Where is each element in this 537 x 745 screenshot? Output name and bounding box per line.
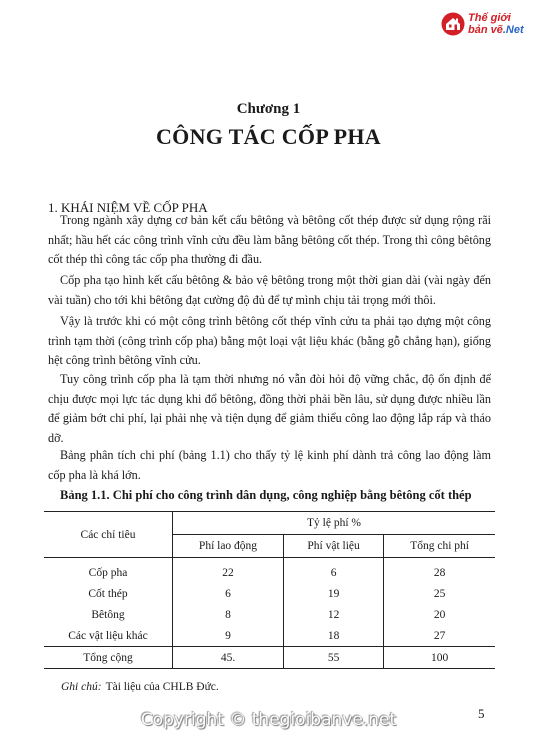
cost-table — [44, 511, 495, 669]
table-cell: 28 — [433, 566, 446, 579]
paragraph-1: Trong ngành xây dựng cơ bản kết cấu bêtông và bêtông cốt thép được sử dụng rộng rãi nhất; hầu hết các công trình vĩnh cửu đều làm bằng bêtông cốt thép. Trong thì công bêtông cốt thép thì công tác cốp pha thường đi đầu. — [48, 213, 491, 266]
row-label: Các vật liệu khác — [44, 625, 173, 647]
column-header: Phí lao động — [173, 535, 284, 558]
table-caption: Bảng 1.1. Chi phí cho công trình dân dụng, công nghiệp bằng bêtông cốt thép — [60, 488, 472, 502]
logo-line1: Thế giới — [468, 12, 511, 24]
page-number: 5 — [478, 706, 485, 721]
paragraph-5: Bảng phân tích chi phí (bảng 1.1) cho thấy tỷ lệ kinh phí dành trả công lao động làm cốp pha là khá lớn. — [48, 448, 491, 482]
table-cell: 9 — [173, 625, 284, 647]
logo-wordmark — [468, 12, 524, 36]
row-header: Các chỉ tiêu — [44, 512, 173, 558]
total-cell: 45. — [173, 647, 284, 669]
chapter-label: Chương 1 — [236, 101, 301, 117]
house-logo-icon — [441, 12, 465, 36]
table-cell: 18 — [284, 625, 384, 647]
group-header: Tỷ lệ phí % — [173, 512, 496, 535]
table-cell: 22 — [173, 558, 284, 584]
table-cell: 20 — [433, 608, 446, 621]
note-text: Tài liệu của CHLB Đức. — [105, 681, 219, 693]
table-note — [61, 681, 219, 693]
logo-net: .Net — [502, 24, 524, 36]
total-cell: 55 — [284, 647, 384, 669]
table-cell: 25 — [433, 587, 446, 600]
column-header: Tổng chi phí — [384, 535, 495, 558]
logo-line2: bản vẽ — [468, 24, 503, 36]
table-row — [44, 604, 495, 625]
row-label: Bêtông — [44, 604, 173, 625]
paragraph-4: Tuy công trình cốp pha là tạm thời nhưng nó vẫn đòi hỏi độ vững chắc, độ ổn định để chịu được mọi lực tác dụng khi đổ bêtông, đồng thời phải bền lâu, sử dụng được nhiều lần để giảm bớt chi phí, lại phải nhẹ và tiện dụng để giảm thiểu công lao động lắp ráp và tháo dỡ. — [48, 372, 491, 445]
table-cell: 19 — [284, 583, 384, 604]
table-cell: 6 — [284, 558, 384, 584]
section-heading: 1. KHÁI NIỆM VỀ CỐP PHA — [48, 200, 208, 215]
column-header: Phí vật liệu — [284, 535, 384, 558]
note-prefix: Ghi chú: — [61, 681, 102, 693]
table-cell: 27 — [433, 629, 446, 642]
total-cell: 100 — [384, 647, 495, 669]
table-cell: 8 — [173, 604, 284, 625]
copyright-watermark: Copyright © thegioibanve.net — [140, 710, 397, 730]
table-row — [44, 583, 495, 604]
site-logo[interactable] — [441, 10, 533, 40]
paragraph-2: Cốp pha tạo hình kết cấu bêtông & bảo vệ bêtông trong một thời gian dài (vài ngày đến vài tuần) cho tới khi bêtông đạt cường độ đủ để tự mình chịu tải trọng mới thôi. — [48, 273, 491, 307]
chapter-title: CÔNG TÁC CỐP PHA — [155, 124, 381, 149]
row-label: Cốt thép — [44, 583, 173, 604]
table-row — [44, 625, 495, 647]
table-cell: 12 — [284, 604, 384, 625]
total-label: Tổng cộng — [44, 647, 173, 669]
total-row — [44, 647, 495, 669]
table-cell: 6 — [173, 583, 284, 604]
row-label: Cốp pha — [44, 558, 173, 584]
table-row — [44, 558, 495, 584]
paragraph-3: Vậy là trước khi có một công trình bêtông cốt thép vĩnh cửu ta phải tạo dựng một công trình tạm thời (công trình cốp pha) bằng một loại vật liệu khác (bằng gỗ chẳng hạn), giống hệt công trình bêtông vĩnh cửu. — [48, 314, 491, 367]
